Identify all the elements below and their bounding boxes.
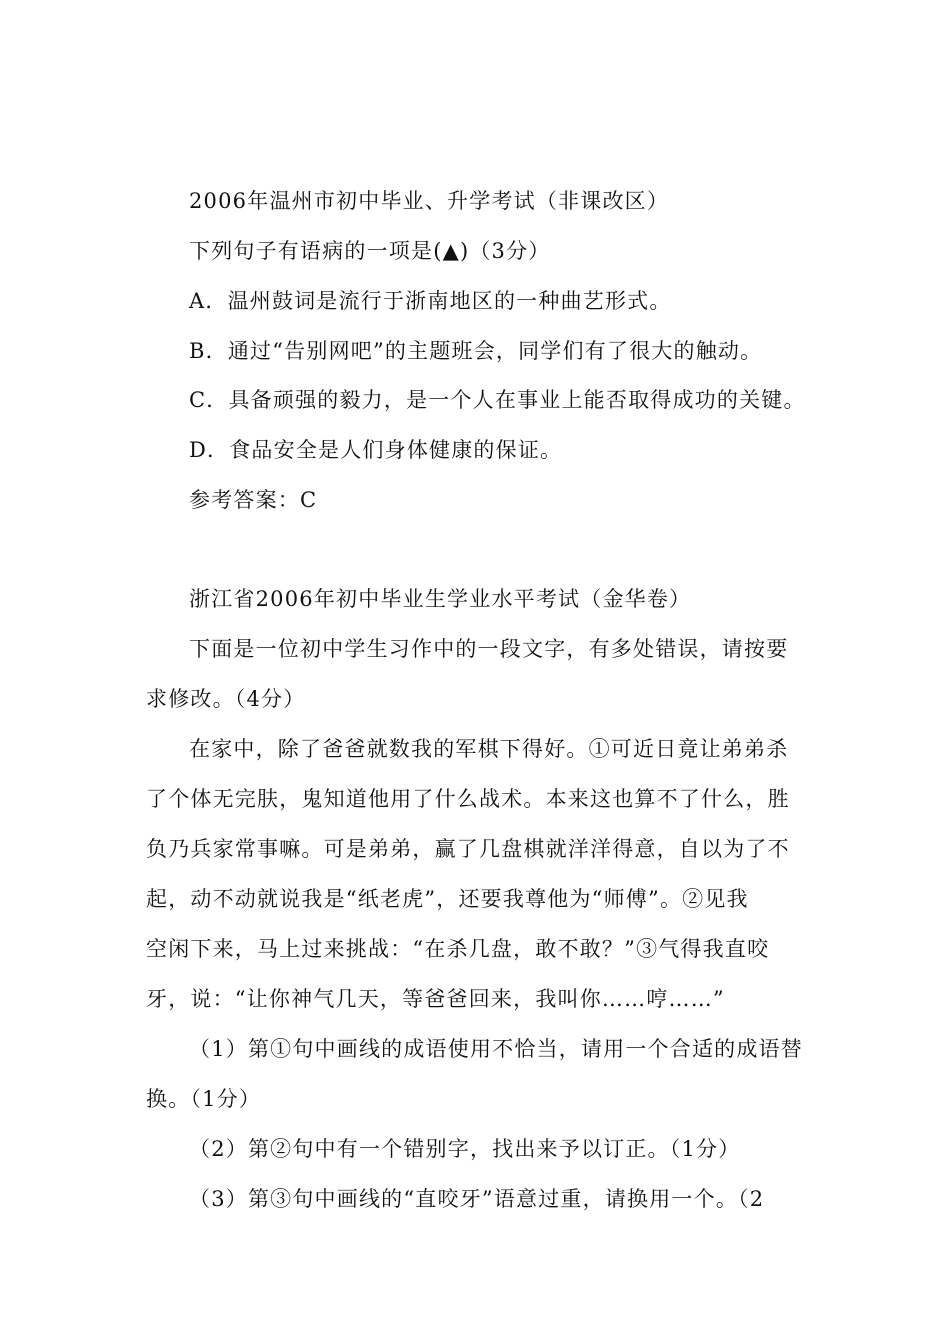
option-a: A．温州鼓词是流行于浙南地区的一种曲艺形式。 (189, 289, 672, 313)
subquestion-2: （2）第②句中有一个错别字，找出来予以订正。（1分） (189, 1137, 741, 1161)
option-c: C．具备顽强的毅力，是一个人在事业上能否取得成功的关键。 (189, 388, 806, 412)
passage-line-3: 负乃兵家常事嘛。可是弟弟，赢了几盘棋就洋洋得意，自以为了不 (146, 837, 790, 861)
subquestion-3: （3）第③句中画线的“直咬牙”语意过重，请换用一个。（2 (189, 1187, 765, 1211)
section1-answer: 参考答案：C (189, 488, 318, 512)
section1-source: 2006年温州市初中毕业、升学考试（非课改区） (189, 189, 670, 213)
section2-intro-line2: 求修改。（4分） (146, 687, 306, 711)
section2-intro-line1: 下面是一位初中学生习作中的一段文字，有多处错误，请按要 (189, 637, 789, 661)
section1-question: 下列句子有语病的一项是(▲)（3分） (189, 239, 551, 263)
subquestion-1-line1: （1）第①句中画线的成语使用不恰当，请用一个合适的成语替 (189, 1037, 803, 1061)
passage-line-6: 牙，说：“让你神气几天，等爸爸回来，我叫你……哼……” (146, 987, 725, 1011)
subquestion-1-line2: 换。（1分） (146, 1087, 262, 1111)
section2-source: 浙江省2006年初中毕业生学业水平考试（金华卷） (189, 587, 692, 611)
passage-line-2: 了个体无完肤，鬼知道他用了什么战术。本来这也算不了什么，胜 (146, 787, 790, 811)
option-d: D．食品安全是人们身体健康的保证。 (189, 438, 563, 462)
option-b: B．通过“告别网吧”的主题班会，同学们有了很大的触动。 (189, 339, 763, 363)
passage-line-5: 空闲下来，马上过来挑战：“在杀几盘，敢不敢？”③气得我直咬 (146, 937, 770, 961)
passage-line-4: 起，动不动就说我是“纸老虎”，还要我尊他为“师傅”。②见我 (146, 887, 749, 911)
passage-line-1: 在家中，除了爸爸就数我的军棋下得好。①可近日竟让弟弟杀 (189, 737, 789, 761)
